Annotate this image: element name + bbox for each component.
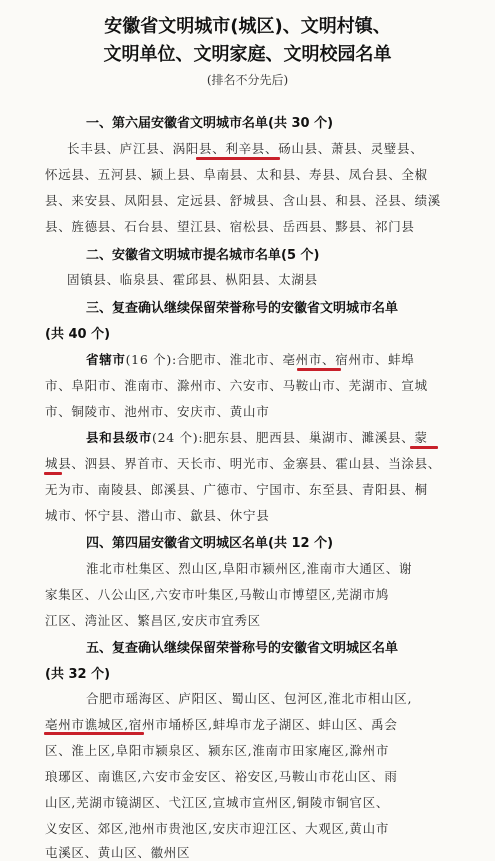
red-underline-qiaocheng [44,732,144,735]
section-3-group-2-line-3: 无为市、南陵县、郎溪县、广德市、宁国市、东至县、青阳县、桐 [45,482,428,497]
section-1-line-3: 县、来安县、凤阳县、定远县、舒城县、含山县、和县、泾县、绩溪 [45,193,442,208]
section-3-group-1-line-2: 市、阜阳市、淮南市、滁州市、六安市、马鞍山市、芜湖市、宣城 [45,378,428,393]
section-3-group-2-line-4: 城市、怀宁县、潜山市、歙县、休宁县 [45,508,270,523]
section-5-heading-line-2: (共 32 个) [45,667,111,682]
section-5-line-5: 山区,芜湖市镜湖区、弋江区,宣城市宣州区,铜陵市铜官区、 [45,795,390,810]
group-label-prefecture-cities: 省辖市 [86,352,126,367]
section-5-line-2: 亳州市谯城区,宿州市埇桥区,蚌埠市龙子湖区、蚌山区、禹会 [45,717,398,732]
section-3-group-1-line-1: 省辖市(16 个):合肥市、淮北市、亳州市、宿州市、蚌埠 [86,352,415,367]
section-1-line-2: 怀远县、五河县、颍上县、阜南县、太和县、寿县、凤台县、全椒 [45,167,428,182]
section-4-line-2: 家集区、八公山区,六安市叶集区,马鞍山市博望区,芜湖市鸠 [45,587,390,602]
section-3-group-1-line-3: 市、铜陵市、池州市、安庆市、黄山市 [45,404,270,419]
section-3-group-2-line-1: 县和县级市(24 个):肥东县、肥西县、巢湖市、濉溪县、蒙 [86,430,428,445]
section-1-line-1: 长丰县、庐江县、涡阳县、利辛县、砀山县、萧县、灵璧县、 [67,141,424,156]
red-underline-guoyang-lixin [196,157,280,160]
section-5-heading-line-1: 五、复查确认继续保留荣誉称号的安徽省文明城区名单 [86,641,399,656]
section-3-heading-line-2: (共 40 个) [45,327,111,342]
document-title-line-1: 安徽省文明城市(城区)、文明村镇、 [104,16,391,37]
section-3-group-2-line-2: 城县、泗县、界首市、天长市、明光市、金寨县、霍山县、当涂县、 [45,456,442,471]
section-5-line-1: 合肥市瑶海区、庐阳区、蜀山区、包河区,淮北市相山区, [86,691,413,706]
section-4-line-3: 江区、湾沚区、繁昌区,安庆市宜秀区 [45,613,261,628]
section-3-heading-line-1: 三、复查确认继续保留荣誉称号的安徽省文明城市名单 [86,301,399,316]
section-5-line-7: 屯溪区、黄山区、徽州区 [45,845,191,860]
section-1-heading: 一、第六届安徽省文明城市名单(共 30 个) [86,116,334,131]
section-4-heading: 四、第四届安徽省文明城区名单(共 12 个) [86,536,334,551]
section-2-line-1: 固镇县、临泉县、霍邱县、枞阳县、太湖县 [67,272,318,287]
section-5-line-3: 区、淮上区,阜阳市颍泉区、颍东区,淮南市田家庵区,滁州市 [45,743,390,758]
section-4-line-1: 淮北市杜集区、烈山区,阜阳市颍州区,淮南市大通区、谢 [86,561,413,576]
red-underline-mengcheng-1 [410,446,438,449]
document-subtitle: (排名不分先后) [206,73,289,87]
section-1-line-4: 县、旌德县、石台县、望江县、宿松县、岳西县、黟县、祁门县 [45,219,415,234]
red-underline-mengcheng-2 [44,472,62,475]
document-title-line-2: 文明单位、文明家庭、文明校园名单 [103,44,392,65]
section-5-line-6: 义安区、郊区,池州市贵池区,安庆市迎江区、大观区,黄山市 [45,821,390,836]
group-label-counties: 县和县级市 [86,430,153,445]
section-5-line-4: 琅琊区、南谯区,六安市金安区、裕安区,马鞍山市花山区、雨 [45,769,398,784]
red-underline-bozhou [297,368,341,371]
section-2-heading: 二、安徽省文明城市提名城市名单(5 个) [86,248,320,263]
